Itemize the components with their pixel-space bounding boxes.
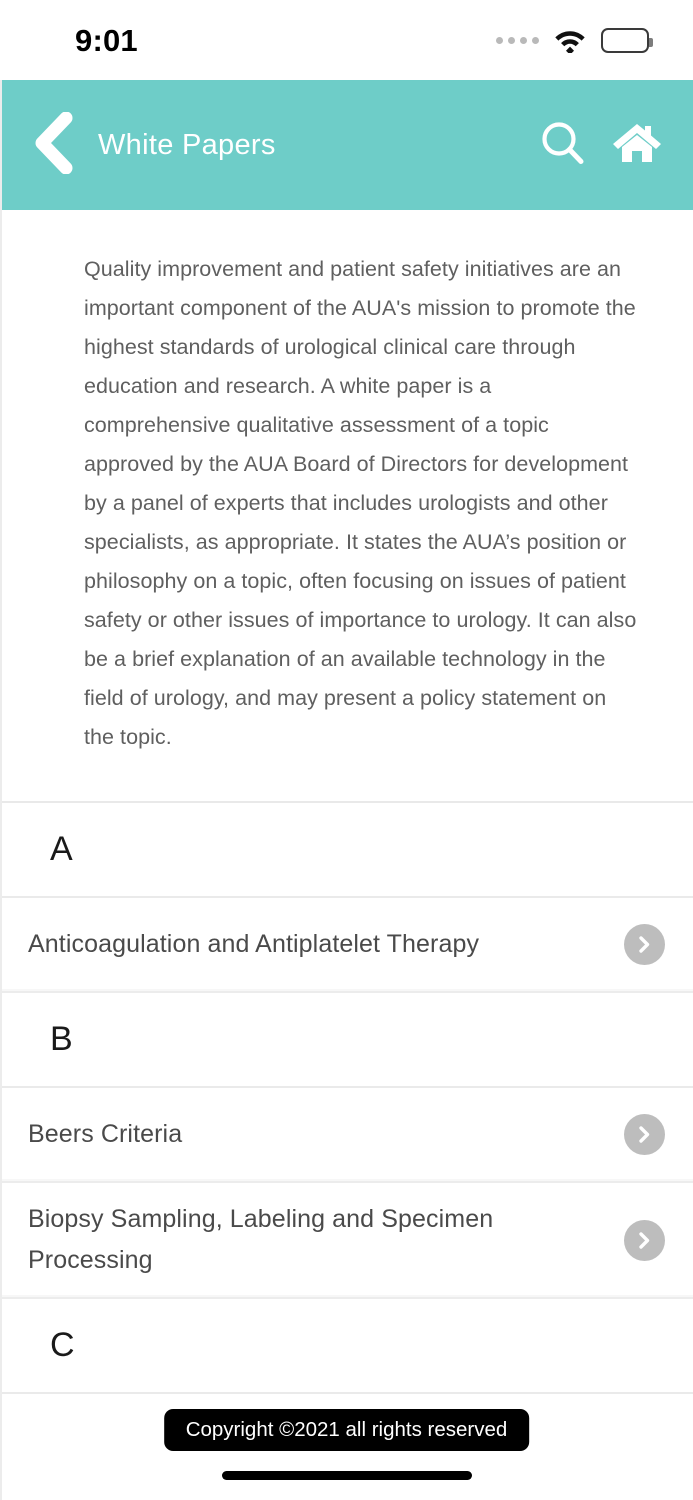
section-letter: C: [50, 1326, 75, 1364]
list-item-label: Anticoagulation and Antiplatelet Therapy: [28, 930, 480, 958]
list-item[interactable]: [0, 898, 693, 993]
search-icon[interactable]: [537, 117, 589, 174]
wifi-icon: [553, 27, 587, 53]
intro-section: [0, 210, 693, 803]
home-icon[interactable]: [611, 117, 663, 174]
section-header-b: [0, 993, 693, 1088]
list-item[interactable]: [0, 1183, 693, 1299]
nav-bar: [0, 80, 693, 210]
signal-dots-icon: [496, 37, 539, 44]
page-title: White Papers: [98, 128, 276, 161]
home-indicator[interactable]: [222, 1471, 472, 1480]
chevron-right-icon[interactable]: [624, 1114, 665, 1155]
content-edge-border: [0, 80, 2, 1500]
section-header-a: [0, 803, 693, 898]
section-letter: A: [50, 830, 73, 868]
intro-paragraph: Quality improvement and patient safety initiatives are an important component of the AUA's mission to promote the highest standards of urological clinical care through education and research. A white paper is a comprehensive qualitative assessment of a topic approved by the AUA Board of Directors for development by a panel of experts that includes urologists and other specialists, as appropriate. It states the AUA’s position or philosophy on a topic, often focusing on issues of patient safety or other issues of importance to urology. It can also be a brief explanation of an available technology in the field of urology, and may present a policy statement on the topic.: [84, 257, 637, 749]
status-time: 9:01: [75, 22, 138, 58]
status-bar: [0, 0, 693, 80]
battery-full-icon: [601, 28, 649, 53]
list-item-label: Beers Criteria: [28, 1120, 183, 1148]
status-indicators: [496, 27, 649, 53]
copyright-toast: [164, 1409, 530, 1451]
white-papers-list: [0, 803, 693, 1394]
chevron-right-icon[interactable]: [624, 924, 665, 965]
copyright-text: Copyright ©2021 all rights reserved: [185, 1418, 508, 1441]
section-header-c: [0, 1299, 693, 1394]
section-letter: B: [50, 1020, 73, 1058]
nav-actions: [537, 117, 663, 174]
list-item-label: Biopsy Sampling, Labeling and Specimen Processing: [28, 1205, 494, 1274]
back-chevron-icon[interactable]: [28, 112, 74, 179]
chevron-right-icon[interactable]: [624, 1220, 665, 1261]
list-item[interactable]: [0, 1088, 693, 1183]
